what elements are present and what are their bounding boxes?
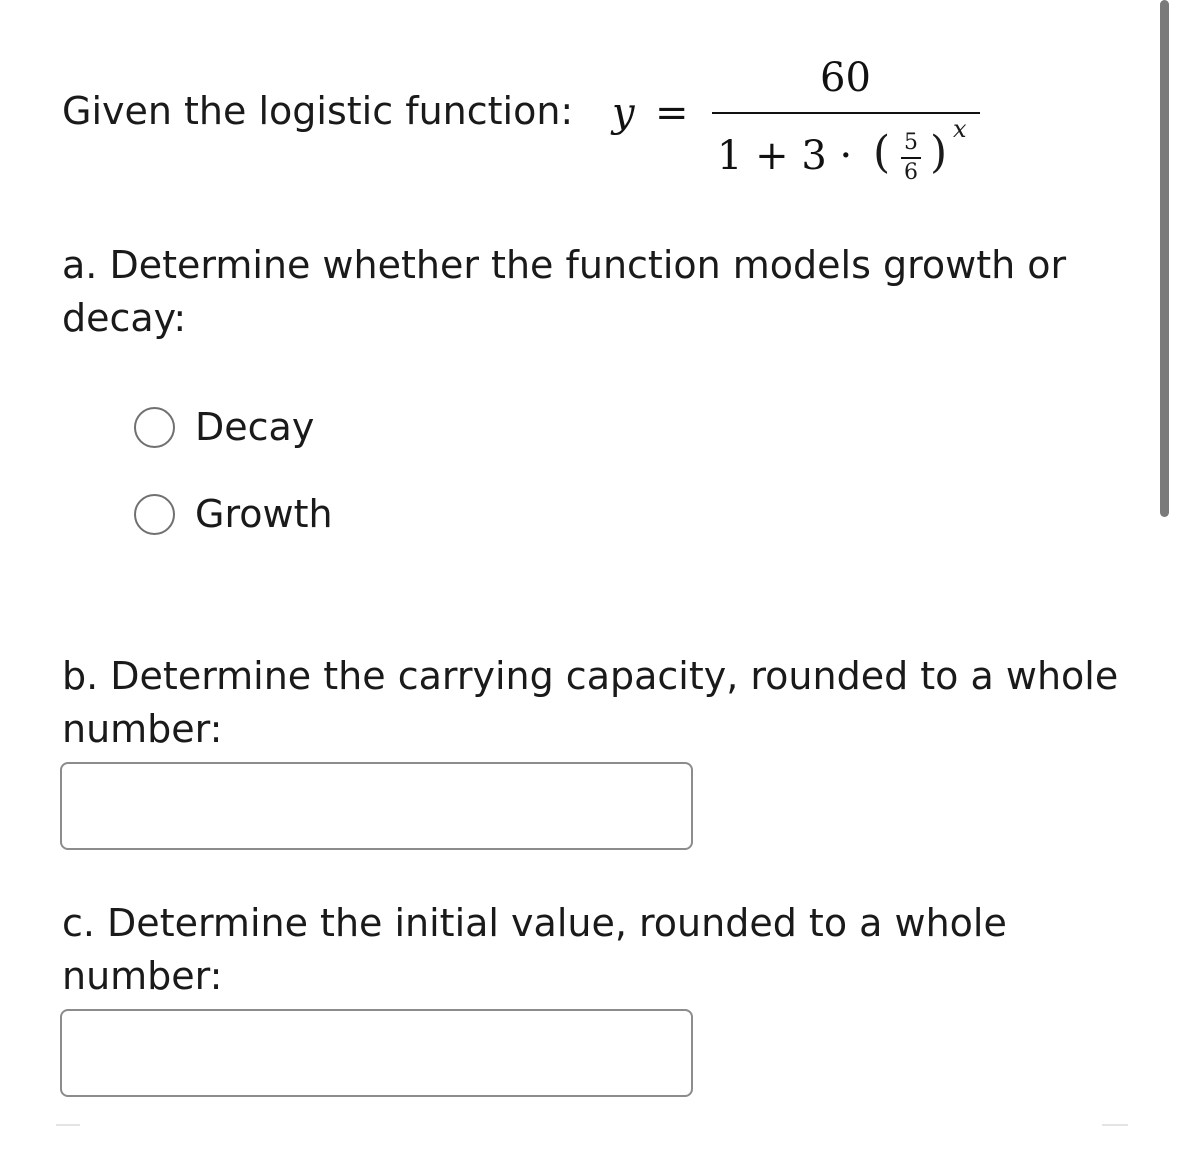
divider-left [56,1124,80,1126]
base-fraction-bar [901,157,921,159]
option-growth-label: Growth [195,492,333,536]
initial-value-input[interactable] [60,1009,693,1097]
formula-equals: = [655,90,689,136]
formula-close-paren: ) [930,127,948,178]
formula-base-numerator: 5 [904,130,918,155]
divider-right [1102,1124,1128,1126]
carrying-capacity-input[interactable] [60,762,693,850]
radio-decay[interactable] [134,407,175,448]
formula-lhs: y [612,90,635,136]
formula-numerator: 60 [820,55,871,101]
option-decay-label: Decay [195,405,315,449]
question-c: c. Determine the initial value, rounded to a whole number: [62,901,1007,998]
formula-base-denominator: 6 [904,160,918,185]
prompt-intro: Given the logistic function: [62,89,574,133]
radio-growth[interactable] [134,494,175,535]
question-b: b. Determine the carrying capacity, rounded to a whole number: [62,654,1119,751]
option-decay[interactable] [134,404,314,450]
formula-denominator-prefix: 1 + 3 · [717,133,853,179]
question-a: a. Determine whether the function models growth or decay: [62,243,1067,340]
formula-exponent: x [953,115,967,143]
option-growth[interactable] [134,491,333,537]
fraction-bar [712,112,980,114]
scrollbar[interactable] [1160,0,1169,517]
formula-open-paren: ( [873,127,891,178]
